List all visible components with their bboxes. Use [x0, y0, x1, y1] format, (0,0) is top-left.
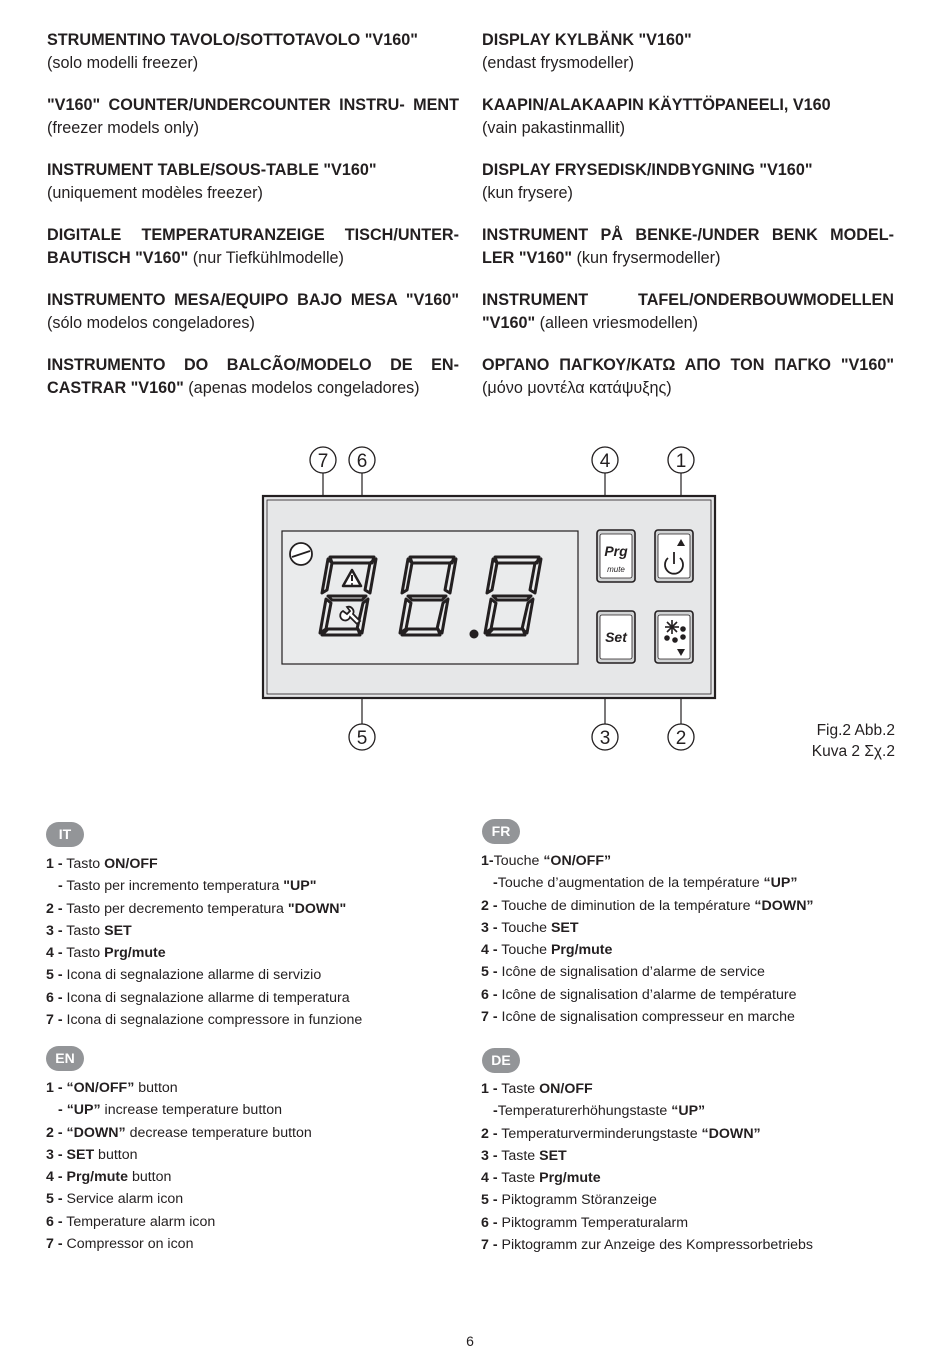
defrost-down-button[interactable]	[655, 611, 693, 663]
legend-number: 7 -	[481, 1237, 498, 1254]
callout-label: 7	[317, 451, 329, 472]
set-button[interactable]	[597, 611, 635, 663]
title-bold: KAAPIN/ALAKAAPIN KÄYTTÖPANEELI, V160	[482, 96, 831, 114]
legend-text: Taste	[497, 1147, 540, 1164]
legend-item	[481, 872, 901, 894]
legend-number: 7 -	[481, 1009, 498, 1026]
legend-item	[481, 1100, 901, 1122]
legend-number: 5 -	[481, 1192, 498, 1209]
caption-line-1: Fig.2 Abb.2	[816, 722, 895, 739]
legend-text: Piktogramm Störanzeige	[497, 1192, 657, 1209]
legend-text: Touche	[497, 942, 551, 959]
badge-it: IT	[46, 822, 84, 847]
legend-number: 3 -	[46, 1146, 63, 1163]
legend-text: Touche	[493, 853, 544, 869]
title-bold: DIGITALE TEMPERATURANZEIGE TISCH/UNTER- BAUTISCH "V160"	[47, 226, 459, 267]
titles-right	[482, 29, 894, 419]
legend-number: 4 -	[46, 945, 63, 962]
legend-item	[481, 1145, 901, 1167]
legend-key: “DOWN”	[701, 1125, 761, 1142]
title-dk	[482, 159, 894, 224]
legend-number: 3 -	[481, 1147, 498, 1164]
legend-key: “DOWN”	[66, 1124, 126, 1141]
legend-item	[481, 1234, 901, 1256]
title-it	[47, 29, 459, 94]
badge-fr: FR	[482, 819, 520, 844]
legend-number: 5 -	[46, 1191, 63, 1208]
legend-text: Touche de diminution de la température	[497, 897, 755, 914]
legend-number: 5 -	[46, 967, 63, 984]
legend-text: Compressor on icon	[62, 1236, 194, 1253]
mute-label: mute	[607, 565, 625, 574]
legend-number: 7 -	[46, 1012, 63, 1029]
legend-item	[481, 1123, 901, 1145]
legend-item	[481, 1006, 901, 1028]
callout-label: 2	[675, 728, 687, 749]
callout-label: 3	[599, 728, 611, 749]
title-bold: INSTRUMENTO DO BALCÃO/MODELO DE EN- CASTRAR "V160"	[47, 356, 459, 397]
title-bold: ΟΡΓΑΝΟ ΠΑΓΚΟΥ/ΚΑΤΩ ΑΠΟ ΤΟΝ ΠΑΓΚΟ "V160"	[482, 356, 894, 374]
legend-number: 2 -	[46, 900, 63, 917]
legend-number: 2 -	[481, 1125, 498, 1142]
legend-key: “ON/OFF”	[543, 853, 612, 869]
callout-label: 1	[675, 451, 687, 472]
legend-number: -	[493, 1103, 498, 1120]
legend-key: ON/OFF	[104, 856, 158, 872]
legend-text: Tasto	[62, 856, 105, 872]
legend-item	[481, 917, 901, 939]
title-gr	[482, 354, 894, 419]
title-note: (solo modelli freezer)	[47, 53, 199, 72]
callout-4	[592, 447, 618, 473]
legend-number: 5 -	[481, 964, 498, 981]
title-note: (vain pakastinmallit)	[482, 118, 626, 137]
title-no	[482, 224, 894, 289]
on-off-up-button[interactable]	[655, 530, 693, 582]
titles-left	[47, 29, 459, 419]
badge-de: DE	[482, 1048, 520, 1073]
legend-key: SET	[104, 922, 132, 939]
legend-text: Service alarm icon	[62, 1191, 184, 1208]
callout-6	[349, 447, 375, 473]
title-note: (sólo modelos congeladores)	[47, 313, 255, 332]
legend-text: Icona di segnalazione compressore in funzione	[62, 1012, 363, 1029]
legend-text: button	[128, 1169, 172, 1186]
legend-item	[481, 1078, 901, 1100]
legend-item	[46, 1144, 466, 1166]
legend-number: 2 -	[46, 1124, 63, 1141]
legend-key: Prg/mute	[104, 945, 166, 962]
legend-number: 1 -	[46, 1080, 63, 1096]
legend-number: -	[493, 875, 498, 892]
legend-fr	[481, 850, 901, 1028]
legend-text: Icona di segnalazione allarme di temperatura	[62, 989, 350, 1006]
compressor-icon	[290, 543, 312, 565]
legend-text: increase temperature button	[100, 1102, 282, 1119]
legend-text: Piktogramm zur Anzeige des Kompressorbetriebs	[497, 1237, 813, 1254]
legend-it	[46, 853, 466, 1031]
legend-item	[481, 961, 901, 983]
legend-number: 6 -	[46, 989, 63, 1006]
legend-key: ON/OFF	[539, 1081, 593, 1097]
prg-mute-button[interactable]	[597, 530, 635, 582]
title-es	[47, 289, 459, 354]
legend-item	[46, 1009, 466, 1031]
legend-text: Tasto	[62, 922, 105, 939]
legend-text: Taste	[497, 1081, 540, 1097]
title-pt	[47, 354, 459, 419]
legend-item	[46, 875, 466, 897]
legend-item	[481, 939, 901, 961]
callout-3	[592, 724, 618, 750]
callout-label: 5	[356, 728, 368, 749]
legend-text: Temperature alarm icon	[62, 1213, 216, 1230]
title-bold: INSTRUMENTO MESA/EQUIPO BAJO MESA "V160"	[47, 291, 459, 309]
title-se	[482, 29, 894, 94]
legend-number: 6 -	[481, 1214, 498, 1231]
callout-5	[349, 724, 375, 750]
legend-key: "DOWN"	[287, 900, 347, 917]
legend-key: Prg/mute	[539, 1170, 601, 1187]
legend-number: 7 -	[46, 1236, 63, 1253]
legend-number: 4 -	[46, 1169, 63, 1186]
legend-key: “UP”	[763, 875, 798, 892]
legend-item	[46, 1099, 466, 1121]
legend-text: Temperaturverminderungstaste	[497, 1125, 702, 1142]
legend-number: 4 -	[481, 942, 498, 959]
legend-key: SET	[66, 1146, 95, 1163]
title-bold: INSTRUMENT TABLE/SOUS-TABLE "V160"	[47, 161, 377, 179]
legend-item	[481, 1167, 901, 1189]
title-note: (nur Tiefkühlmodelle)	[192, 248, 344, 267]
legend-text: button	[134, 1080, 178, 1096]
legend-number: 1-	[481, 853, 494, 869]
legend-key: SET	[539, 1147, 567, 1164]
callout-label: 6	[356, 451, 368, 472]
legend-number: 4 -	[481, 1170, 498, 1187]
legend-item	[46, 1211, 466, 1233]
title-bold: INSTRUMENT TAFEL/ONDERBOUWMODELLEN "V160"	[482, 291, 894, 332]
legend-item	[481, 1212, 901, 1234]
set-label: Set	[605, 629, 627, 645]
callout-label: 4	[599, 451, 611, 472]
legend-item	[46, 898, 466, 920]
legend-item	[46, 987, 466, 1009]
legend-number: 6 -	[46, 1213, 63, 1230]
callout-1	[668, 447, 694, 473]
legend-number: 1 -	[46, 856, 63, 872]
legend-text: Tasto per incremento temperatura	[62, 878, 284, 895]
legend-text: button	[94, 1146, 138, 1163]
legend-item	[46, 942, 466, 964]
title-note: (μόνο μοντέλα κατάψυξης)	[482, 378, 672, 397]
legend-de	[481, 1078, 901, 1256]
legend-key: "UP"	[283, 878, 317, 895]
legend-item	[46, 1166, 466, 1188]
title-fr	[47, 159, 459, 224]
title-en	[47, 94, 459, 159]
legend-key: Prg/mute	[66, 1169, 129, 1186]
legend-en	[46, 1077, 466, 1255]
legend-number: 2 -	[481, 897, 498, 914]
title-fi	[482, 94, 894, 159]
legend-number: 6 -	[481, 986, 498, 1003]
legend-text: Temperaturerhöhungstaste	[497, 1103, 672, 1120]
legend-number: 1 -	[481, 1081, 498, 1097]
legend-item	[481, 984, 901, 1006]
title-note: (kun frysere)	[482, 183, 573, 202]
legend-key: “DOWN”	[754, 897, 814, 914]
title-nl	[482, 289, 894, 354]
legend-key: “ON/OFF”	[66, 1080, 135, 1096]
decimal-point	[470, 630, 479, 639]
legend-number: 3 -	[46, 922, 63, 939]
legend-key: SET	[550, 919, 579, 936]
legend-text: Piktogramm Temperaturalarm	[497, 1214, 689, 1231]
legend-item	[46, 1122, 466, 1144]
legend-key: “UP”	[66, 1102, 101, 1119]
legend-text: Icône de signalisation d’alarme de température	[497, 986, 797, 1003]
controller-figure	[0, 440, 950, 770]
legend-item	[46, 964, 466, 986]
legend-text: Tasto per decremento temperatura	[62, 900, 288, 917]
title-note: (endast frysmodeller)	[482, 53, 635, 72]
figure-caption	[812, 720, 895, 762]
legend-item	[46, 1077, 466, 1099]
legend-item	[481, 1189, 901, 1211]
title-de	[47, 224, 459, 289]
title-note: (uniquement modèles freezer)	[47, 183, 263, 202]
title-bold: DISPLAY FRYSEDISK/INDBYGNING "V160"	[482, 161, 813, 179]
badge-en: EN	[46, 1046, 84, 1071]
title-note: (apenas modelos congeladores)	[188, 378, 420, 397]
title-note: (freezer models only)	[47, 118, 200, 137]
title-note: (kun frysermodeller)	[576, 248, 721, 267]
legend-item	[46, 920, 466, 942]
caption-line-2: Kuva 2 Σχ.2	[811, 743, 895, 760]
legend-text: Taste	[497, 1170, 540, 1187]
legend-key: Prg/mute	[550, 942, 613, 959]
legend-text: Tasto	[62, 945, 105, 962]
legend-item	[481, 895, 901, 917]
legend-item	[46, 1188, 466, 1210]
legend-text: Icona di segnalazione allarme di servizio	[62, 967, 322, 984]
prg-label: Prg	[604, 543, 628, 559]
callout-2	[668, 724, 694, 750]
legend-number: 3 -	[481, 919, 498, 936]
title-bold: STRUMENTINO TAVOLO/SOTTOTAVOLO "V160"	[47, 31, 418, 49]
title-note: (alleen vriesmodellen)	[539, 313, 699, 332]
legend-text: Touche d’augmentation de la température	[497, 875, 764, 892]
legend-key: “UP”	[671, 1103, 706, 1120]
page-number: 6	[466, 1333, 474, 1349]
legend-text: decrease temperature button	[125, 1124, 312, 1141]
legend-item	[46, 1233, 466, 1255]
legend-item	[481, 850, 901, 872]
legend-text: Icône de signalisation compresseur en marche	[497, 1009, 795, 1026]
title-bold: DISPLAY KYLBÄNK "V160"	[482, 31, 692, 49]
title-bold: "V160" COUNTER/UNDERCOUNTER INSTRU- MENT	[47, 96, 459, 114]
title-bold: INSTRUMENT PÅ BENKE-/UNDER BENK MODEL- LER "V160"	[482, 226, 894, 267]
legend-number: -	[58, 878, 63, 895]
legend-text: Icône de signalisation d’alarme de service	[497, 964, 765, 981]
legend-item	[46, 853, 466, 875]
callout-7	[310, 447, 336, 473]
legend-number: -	[58, 1102, 63, 1119]
legend-text: Touche	[497, 919, 551, 936]
